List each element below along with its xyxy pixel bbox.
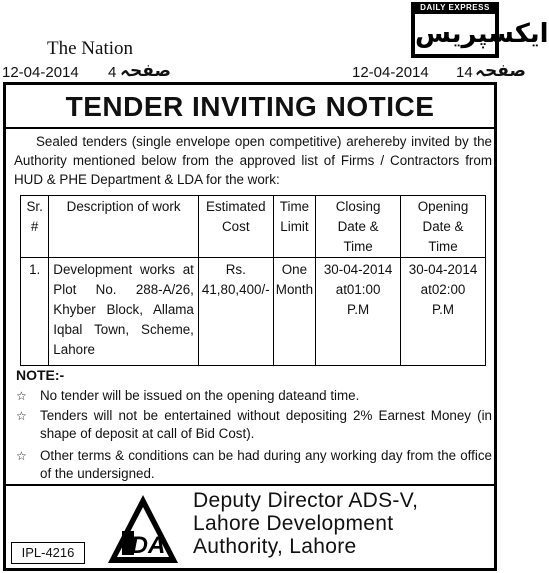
note-heading: NOTE:- xyxy=(16,367,65,383)
page-number-left: 4 xyxy=(108,64,117,81)
newspaper-masthead xyxy=(0,0,549,90)
signatory-block xyxy=(193,489,418,558)
cell-time: One Month xyxy=(273,258,315,366)
header-time: Time Limit xyxy=(273,196,315,258)
cell-closing: 30-04-2014 at01:00 P.M xyxy=(316,258,401,366)
header-sr: Sr. # xyxy=(21,196,49,258)
page-number-right: 14 xyxy=(456,64,473,81)
page-word-right: صفحہ xyxy=(475,61,526,81)
star-outline-icon: ☆ xyxy=(16,449,27,463)
lda-logo-text: DA xyxy=(130,532,166,559)
signatory-line: Authority, Lahore xyxy=(193,535,357,558)
cell-cost: Rs. 41,80,400/- xyxy=(198,258,273,366)
header-closing: Closing Date & Time xyxy=(316,196,401,258)
lda-logo xyxy=(106,493,180,565)
cell-sr: 1. xyxy=(21,258,49,366)
header-description: Description of work xyxy=(49,196,199,258)
table-row xyxy=(21,258,486,366)
logo-main-text: ایکسپریس xyxy=(415,14,495,54)
cell-description: Development works at Plot No. 288-A/26, Khyber Block, Allama Iqbal Town, Scheme, Lahore xyxy=(49,258,199,366)
signatory-line: Lahore Development xyxy=(193,512,394,535)
note-item: ☆ No tender will be issued on the opening dateand time. xyxy=(16,388,360,403)
signatory-line: Deputy Director ADS-V, xyxy=(193,489,419,512)
table-header-row xyxy=(21,196,486,258)
note-item: ☆ Tenders will not be entertained without depositing 2% Earnest Money (in shape of deposit at call of Bid Cost). xyxy=(16,408,492,441)
tender-table xyxy=(20,195,486,366)
newspaper-name-left: The Nation xyxy=(47,38,134,59)
tender-notice xyxy=(3,82,497,571)
star-outline-icon: ☆ xyxy=(16,409,27,423)
footer-divider xyxy=(6,484,494,486)
notice-title: TENDER INVITING NOTICE xyxy=(6,85,494,129)
date-right: 12-04-2014 xyxy=(352,64,429,81)
cell-opening: 30-04-2014 at02:00 P.M xyxy=(401,258,486,366)
star-outline-icon: ☆ xyxy=(16,389,27,403)
header-cost: Estimated Cost xyxy=(198,196,273,258)
date-left: 12-04-2014 xyxy=(2,64,79,81)
intro-paragraph: Sealed tenders (single envelope open competitive) arehereby invited by the Authority mentioned below from the approved list of Firms / Contractors from HUD & PHE Department & LDA for the work: xyxy=(14,134,492,187)
page-word-left: صفحہ xyxy=(120,61,171,81)
header-opening: Opening Date & Time xyxy=(401,196,486,258)
note-item: ☆ Other terms & conditions can be had during any working day from the office of the undersigned. xyxy=(16,448,492,481)
ipl-code-box: IPL-4216 xyxy=(11,542,85,564)
logo-top-text: DAILY EXPRESS xyxy=(420,3,490,12)
daily-express-logo xyxy=(411,2,549,58)
